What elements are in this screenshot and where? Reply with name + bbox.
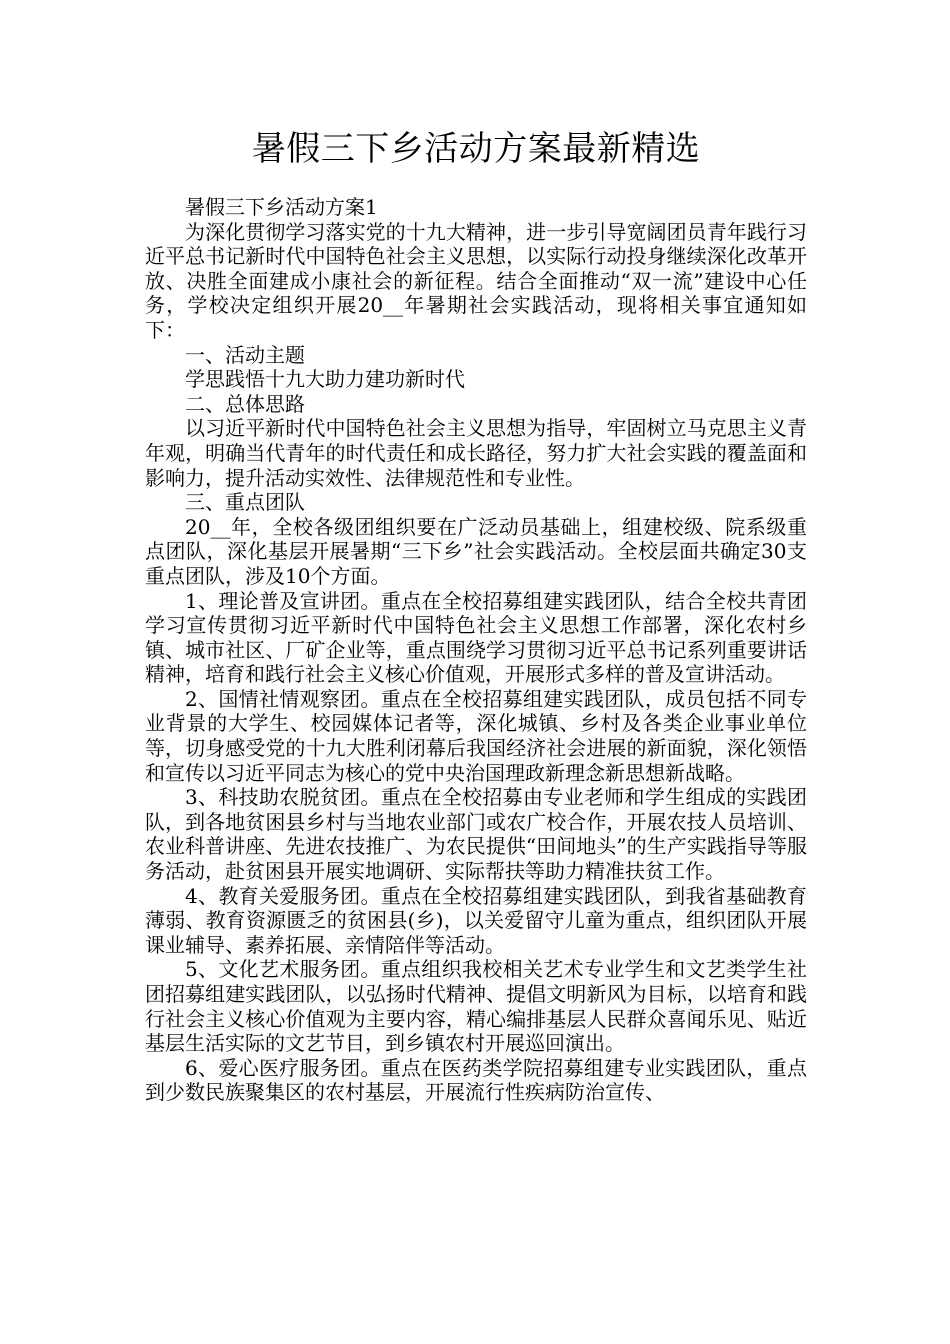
paragraph-teams-overview: 20__年，全校各级团组织要在广泛动员基础上，组建校级、院系级重点团队，深化基层开展暑期“三下乡”社会实践活动。全校层面共确定30支重点团队，涉及10个方面。	[145, 514, 807, 588]
section-heading-theme: 一、活动主题	[185, 342, 305, 367]
paragraph-theme: 学思践悟十九大助力建功新时代	[185, 367, 465, 392]
list-item-team-3: 3、科技助农脱贫团。重点在全校招募由专业老师和学生组成的实践团队，到各地贫困县乡村与当地农业部门或农广校合作，开展农技人员培训、农业科普讲座、先进农技推广、为农民提供“田间地头”的生产实践指导等服务活动，赴贫困县开展实地调研、实际帮扶等助力精准扶贫工作。	[145, 785, 807, 884]
document-title: 暑假三下乡活动方案最新精选	[251, 129, 701, 169]
list-item-team-4: 4、教育关爱服务团。重点在全校招募组建实践团队，到我省基础教育薄弱、教育资源匮乏的贫困县(乡)，以关爱留守儿童为重点，组织团队开展课业辅导、素养拓展、亲情陪伴等活动。	[145, 883, 807, 957]
section-heading-teams: 三、重点团队	[185, 490, 305, 515]
paragraph-intro: 为深化贯彻学习落实党的十九大精神，进一步引导宽阔团员青年践行习近平总书记新时代中国特色社会主义思想，以实际行动投身继续深化改革开放、决胜全面建成小康社会的新征程。结合全面推动“双一流”建设中心任务，学校决定组织开展20__年暑期社会实践活动，现将相关事宜通知如下：	[145, 219, 807, 342]
list-item-team-1: 1、理论普及宣讲团。重点在全校招募组建实践团队，结合全校共青团学习宣传贯彻习近平新时代中国特色社会主义思想工作部署，深化农村乡镇、城市社区、厂矿企业等，重点围绕学习贯彻习近平总书记系列重要讲话精神，培育和践行社会主义核心价值观，开展形式多样的普及宣讲活动。	[145, 588, 807, 687]
list-item-team-5: 5、文化艺术服务团。重点组织我校相关艺术专业学生和文艺类学生社团招募组建实践团队，以弘扬时代精神、提倡文明新风为目标，以培育和践行社会主义核心价值观为主要内容，精心编排基层人民群众喜闻乐见、贴近基层生活实际的文艺节目，到乡镇农村开展巡回演出。	[145, 957, 807, 1056]
list-item-team-6: 6、爱心医疗服务团。重点在医药类学院招募组建专业实践团队，重点到少数民族聚集区的农村基层，开展流行性疾病防治宣传、	[145, 1055, 807, 1105]
paragraph-approach: 以习近平新时代中国特色社会主义思想为指导，牢固树立马克思主义青年观，明确当代青年的时代责任和成长路径，努力扩大社会实践的覆盖面和影响力，提升活动实效性、法律规范性和专业性。	[145, 416, 807, 490]
list-item-team-2: 2、国情社情观察团。重点在全校招募组建实践团队，成员包括不同专业背景的大学生、校园媒体记者等，深化城镇、乡村及各类企业事业单位等，切身感受党的十九大胜利闭幕后我国经济社会进展的新面貌，深化领悟和宣传以习近平同志为核心的党中央治国理政新理念新思想新战略。	[145, 686, 807, 785]
paragraph-heading-plan-1: 暑假三下乡活动方案1	[185, 195, 378, 219]
section-heading-approach: 二、总体思路	[185, 391, 305, 416]
document-page	[145, 125, 807, 1105]
